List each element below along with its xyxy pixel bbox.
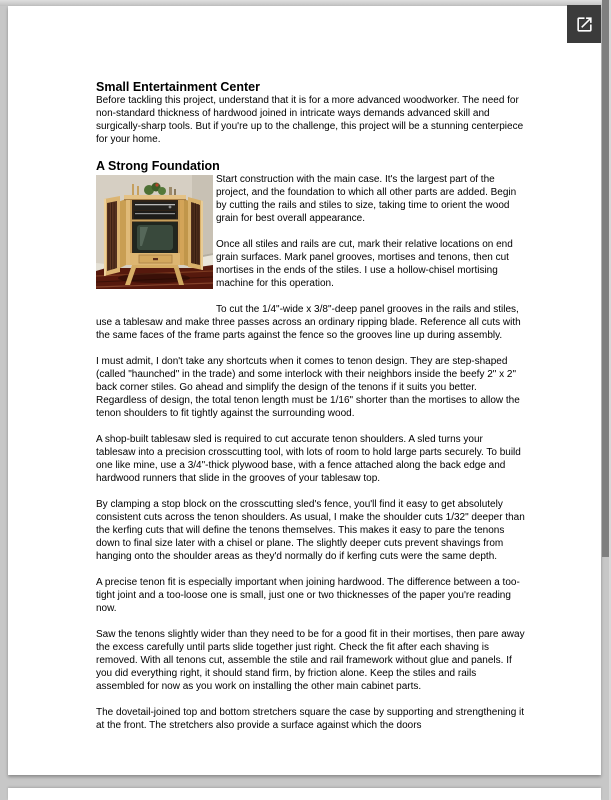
scrollbar-thumb[interactable] — [602, 0, 609, 557]
open-external-button[interactable] — [567, 5, 601, 43]
paragraph: The dovetail-joined top and bottom stretchers square the case by supporting and strengthening it at the front. The stretchers also provide a surface against which the doors — [96, 707, 525, 731]
paragraph: By clamping a stop block on the crosscutting sled's fence, you'll find it easy to get absolutely consistent cuts across the tenon shoulders. As usual, I make the shoulder cuts 1/32" deeper than the kerfing cuts that will define the tenons themselves. This makes it easy to pare the tenons down to final size later with a chisel or plane. The slightly deeper cuts prevent shavings from hanging onto the shoulder areas as they'd normally do if kerfing cuts were the same depth. — [96, 499, 525, 562]
entertainment-center-photo-image — [96, 175, 213, 289]
document-page — [8, 6, 601, 775]
open-in-new-icon — [575, 15, 594, 34]
section-heading: A Strong Foundation — [96, 159, 220, 173]
article-title: Small Entertainment Center — [96, 80, 260, 94]
article-content — [8, 6, 601, 745]
paragraph: Start construction with the main case. It's the largest part of the project, and the foundation to which all other parts are added. Begin by cutting the rails and stiles to size, taking time to orient the wood grain for best overall appearance. — [216, 174, 517, 224]
paragraph: A precise tenon fit is especially important when joining hardwood. The difference between a too-tight joint and a too-loose one is small, just one or two thicknesses of the paper you're reading now. — [96, 577, 520, 614]
paragraph: Once all stiles and rails are cut, mark their relative locations on end grain surfaces. Mark panel grooves, mortises and tenons, then cut mortises in the ends of the stiles. I use a hollow-chisel mortising machine for this operation. — [216, 239, 513, 289]
intro-paragraph: Before tackling this project, understand that it is for a more advanced woodworker. The need for non-standard thickness of hardwood joined in intricate ways demands advanced skill and surgically-sharp tools. But if you're up to the challenge, this project will be a stunning centerpiece for your home. — [96, 95, 524, 145]
document-page-next — [8, 788, 601, 800]
paragraph: Saw the tenons slightly wider than they need to be for a good fit in their mortises, then pare away the excess carefully until parts slide together just right. Check the fit after each shaving is removed. With all tenons cut, assemble the stile and rail framework without glue and panels. If you did everything right, it should stand firm, by friction alone. Keep the stiles and rails assembled for now as you work on installing the other main cabinet parts. — [96, 629, 525, 692]
paragraph: To cut the 1/4"-wide x 3/8"-deep panel grooves in the rails and stiles, use a tablesaw and make three passes across an ordinary ripping blade. Reference all cuts with the same faces of the frame parts against the fence so the grooves line up during assembly. — [96, 304, 521, 341]
paragraph: A shop-built tablesaw sled is required to cut accurate tenon shoulders. A sled turns your tablesaw into a precision crosscutting tool, with lots of room to hold large parts securely. To build one like mine, use a 3/4"-thick plywood base, with a fence attached along the back edge and hardwood runners that slide in the grooves of your tablesaw top. — [96, 434, 521, 484]
paragraph: I must admit, I don't take any shortcuts when it comes to tenon design. They are step-shaped (called "haunched" in the trade) and some interlock with their neighbors inside the beefy 2" x 2" back corner stiles. Go ahead and simplify the design of the tenons if it suits you better. Regardless of design, the total tenon length must be 1/16" shorter than the mortises to allow the tenon shoulders to fit tightly against the surrounding wood. — [96, 356, 520, 419]
entertainment-center-photo — [96, 175, 213, 289]
